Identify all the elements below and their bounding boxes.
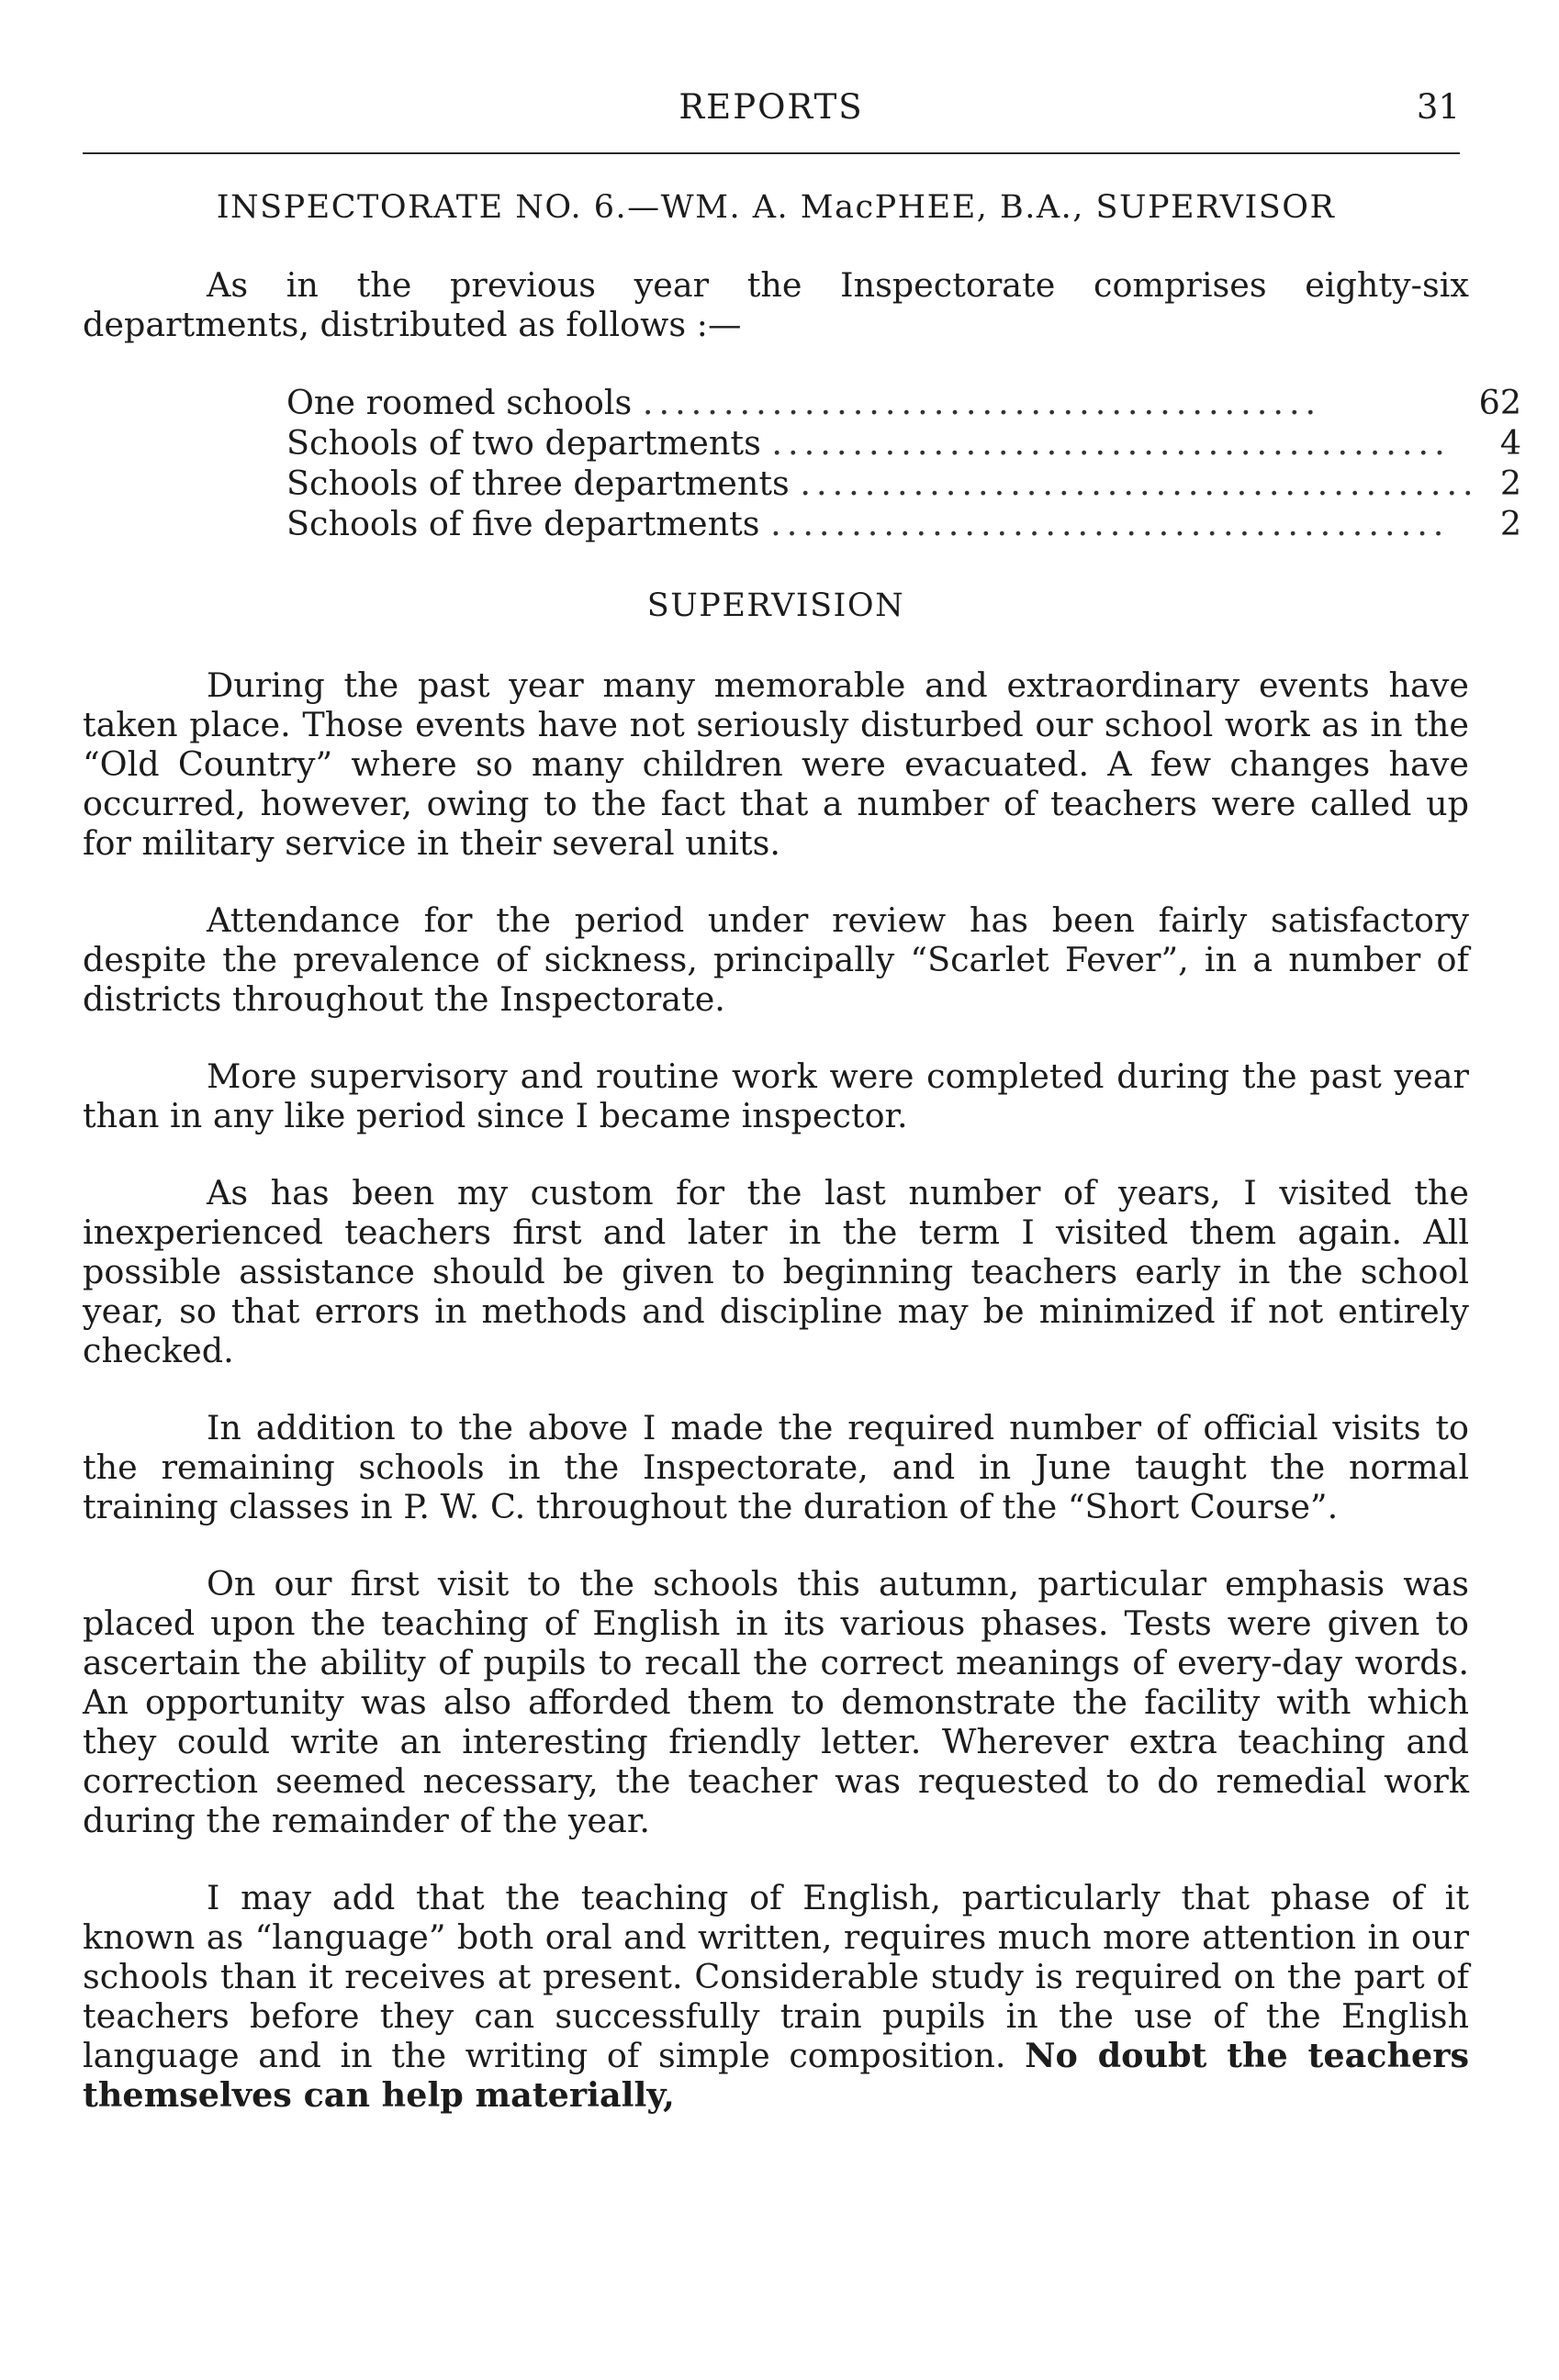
header-rule <box>83 152 1460 154</box>
page-body <box>83 188 1522 2152</box>
running-title: REPORTS <box>679 87 864 127</box>
final-paragraph-bold-tail: No doubt the teachers themselves can help materially, <box>83 2036 1469 2115</box>
section-title: INSPECTORATE NO. 6.—WM. A. MacPHEE, B.A., SUPERVISOR <box>216 189 1336 226</box>
body-paragraph: On our first visit to the schools this autumn, particular emphasis was placed upon the teaching of English in its various phases. Tests were given to ascertain the ability of pupils to recall the correct meanings of every-day words. An opportunity was also afforded them to demonstrate the facility with which they could write an interesting friendly letter. Wherever extra teaching and correction seemed necessary, the teacher was requested to do remedial work during the remainder of the year. <box>83 1564 1469 1840</box>
department-label: One roomed schools <box>286 383 633 422</box>
department-count: 62 <box>1478 383 1522 422</box>
leader-dots: .......................................... <box>800 464 1479 503</box>
department-count: 2 <box>1499 464 1522 503</box>
body-paragraph: As has been my custom for the last number of years, I visited the inexperienced teachers first and later in the term I visited them again. All possible assistance should be given to beginning teachers early in the school year, so that errors in methods and discipline may be minimized if not entirely checked. <box>83 1173 1469 1370</box>
leader-dots: .......................................... <box>642 383 1322 422</box>
department-label: Schools of five departments <box>286 504 760 543</box>
page-number: 31 <box>1416 87 1460 127</box>
department-row <box>286 422 1521 463</box>
leader-dots: .......................................... <box>770 504 1450 543</box>
running-header <box>83 87 1460 142</box>
final-paragraph-text: I may add that the teaching of English, particularly that phase of it known as “language” both oral and written, requires much more attention in our schools than it receives at present. Considerable study is required on the part of teachers before they can successfully train pupils in the use of the English language and in the writing of simple composition. <box>83 1878 1469 2075</box>
department-label: Schools of three departments <box>286 464 790 503</box>
body-paragraph: In addition to the above I made the required number of official visits to the remaining schools in the Inspectorate, and in June taught the normal training classes in P. W. C. throughout the duration of the “Short Course”. <box>83 1408 1469 1526</box>
department-count: 4 <box>1499 423 1522 463</box>
departments-table <box>286 382 1521 543</box>
department-count: 2 <box>1499 504 1522 543</box>
final-paragraph <box>83 1878 1469 2115</box>
body-paragraph: More supervisory and routine work were completed during the past year than in any like period since I became inspector. <box>83 1056 1469 1135</box>
department-row <box>286 463 1521 503</box>
department-row <box>286 382 1521 422</box>
leader-dots: .......................................... <box>771 423 1451 463</box>
body-paragraph: Attendance for the period under review has been fairly satisfactory despite the prevalence of sickness, principally “Scarlet Fever”, in a number of districts throughout the Inspectorate. <box>83 900 1469 1019</box>
intro-paragraph: As in the previous year the Inspectorate comprises eighty-six departments, distributed as follows :— <box>83 265 1469 344</box>
body-paragraph: During the past year many memorable and extraordinary events have taken place. Those events have not seriously disturbed our school work as in the “Old Country” where so many children were evacuated. A few changes have occurred, however, owing to the fact that a number of teachers were called up for military service in their several units. <box>83 665 1469 863</box>
department-row <box>286 503 1521 543</box>
department-label: Schools of two departments <box>286 423 761 463</box>
supervision-heading: SUPERVISION <box>646 587 905 624</box>
